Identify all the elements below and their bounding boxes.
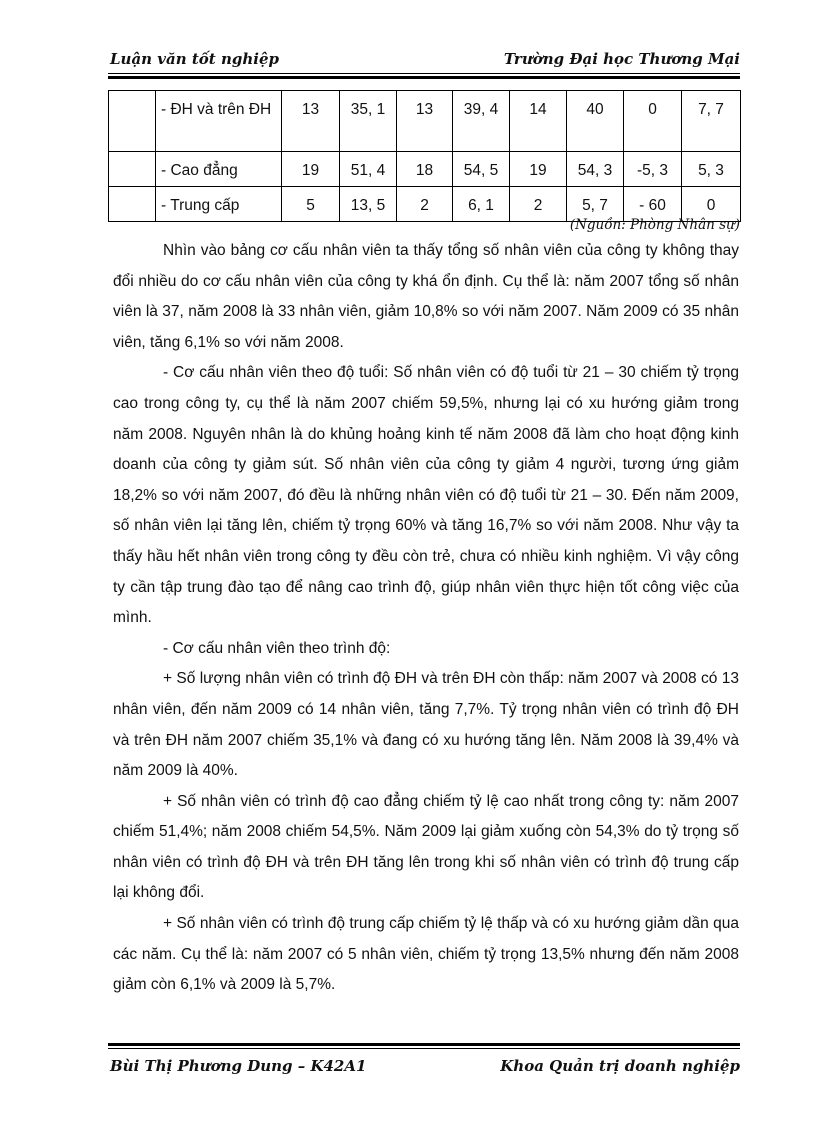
table-cell: 39, 4 [453, 91, 510, 152]
table-cell: 14 [510, 91, 567, 152]
table-cell: 35, 1 [340, 91, 397, 152]
paragraph: + Số nhân viên có trình độ cao đẳng chiếm tỷ lệ cao nhất trong công ty: năm 2007 chiếm 51,4%; năm 2008 chiếm 54,5%. Năm 2009 lại giảm xuống còn 54,3% do tỷ trọng số nhân viên có trình độ ĐH và trên ĐH tăng lên trong khi số nhân viên có trình độ trung cấp lại không đổi. [113, 792, 739, 902]
row-label: - Trung cấp [156, 187, 282, 222]
paragraph: - Cơ cấu nhân viên theo trình độ: [163, 639, 391, 657]
table-cell: 5 [282, 187, 340, 222]
table-cell: 2 [397, 187, 453, 222]
table-cell: 51, 4 [340, 152, 397, 187]
table-cell: 54, 5 [453, 152, 510, 187]
table-cell: 5, 3 [682, 152, 741, 187]
table-cell: 13 [397, 91, 453, 152]
table-cell: 7, 7 [682, 91, 741, 152]
table-cell: 40 [567, 91, 624, 152]
table-cell: 0 [624, 91, 682, 152]
table-cell: 5, 7 [567, 187, 624, 222]
footer-author: Bùi Thị Phương Dung – K42A1 [110, 1057, 367, 1075]
table-cell: 0 [682, 187, 741, 222]
table-row [109, 152, 741, 187]
header-thesis-title: Luận văn tốt nghiệp [110, 50, 279, 68]
table-cell-empty [109, 152, 156, 187]
paragraph: - Cơ cấu nhân viên theo độ tuổi: Số nhân viên có độ tuổi từ 21 – 30 chiếm tỷ trọng cao trong công ty, cụ thể là năm 2007 chiếm 59,5%, nhưng lại có xu hướng giảm trong năm 2008. Nguyên nhân là do khủng hoảng kinh tế năm 2008 đã làm cho hoạt động kinh doanh của công ty giảm sút. Số nhân viên của công ty giảm 4 người, tương ứng giảm 18,2% so với năm 2007, đó đều là những nhân viên có độ tuổi từ 21 – 30. Đến năm 2009, số nhân viên lại tăng lên, chiếm tỷ trọng 60% và tăng 16,7% so với năm 2008. Như vậy ta thấy hầu hết nhân viên trong công ty đều còn trẻ, chưa có nhiều kinh nghiệm. Vì vậy công ty cần tập trung đào tạo để nâng cao trình độ, giúp nhân viên thực hiện tốt công việc của mình. [113, 364, 739, 627]
table-cell: 13, 5 [340, 187, 397, 222]
table-cell: 18 [397, 152, 453, 187]
table-cell: 13 [282, 91, 340, 152]
paragraph: Nhìn vào bảng cơ cấu nhân viên ta thấy tổng số nhân viên của công ty không thay đổi nhiều do cơ cấu nhân viên của công ty khá ổn định. Cụ thể là: năm 2007 tổng số nhân viên là 37, năm 2008 là 33 nhân viên, giảm 10,8% so với năm 2007. Năm 2009 có 35 nhân viên, tăng 6,1% so với năm 2008. [113, 242, 739, 351]
footer-rule-thick [108, 1043, 740, 1046]
table-cell: 6, 1 [453, 187, 510, 222]
table-cell: 19 [510, 152, 567, 187]
table-cell: 19 [282, 152, 340, 187]
staff-structure-table [108, 90, 740, 222]
table-row [109, 91, 741, 152]
table-cell: 54, 3 [567, 152, 624, 187]
footer-faculty: Khoa Quản trị doanh nghiệp [500, 1057, 740, 1075]
table-cell: 2 [510, 187, 567, 222]
header-rule-thick [108, 76, 740, 79]
table-source-note: (Nguồn: Phòng Nhân sự) [569, 217, 740, 233]
footer-rule-thin [108, 1048, 740, 1049]
paragraph: + Số lượng nhân viên có trình độ ĐH và trên ĐH còn thấp: năm 2007 và 2008 có 13 nhân viên, đến năm 2009 có 14 nhân viên, tăng 7,7%. Tỷ trọng nhân viên có trình độ ĐH và trên ĐH năm 2007 chiếm 35,1% và đang có xu hướng tăng lên. Năm 2008 là 39,4% và năm 2009 là 40%. [113, 670, 739, 780]
page-footer [108, 1043, 740, 1077]
page-header [108, 46, 740, 74]
body-text [113, 236, 739, 1001]
header-rule-thin [108, 73, 740, 74]
table-cell-empty [109, 187, 156, 222]
header-university: Trường Đại học Thương Mại [503, 50, 740, 68]
row-label: - Cao đẳng [156, 152, 282, 187]
table-cell: - 60 [624, 187, 682, 222]
row-label: - ĐH và trên ĐH [156, 91, 282, 152]
table-cell-empty [109, 91, 156, 152]
paragraph: + Số nhân viên có trình độ trung cấp chiếm tỷ lệ thấp và có xu hướng giảm dần qua các năm. Cụ thể là: năm 2007 có 5 nhân viên, chiếm tỷ trọng 13,5% nhưng đến năm 2008 giảm còn 6,1% và 2009 là 5,7%. [113, 915, 739, 994]
table-cell: -5, 3 [624, 152, 682, 187]
